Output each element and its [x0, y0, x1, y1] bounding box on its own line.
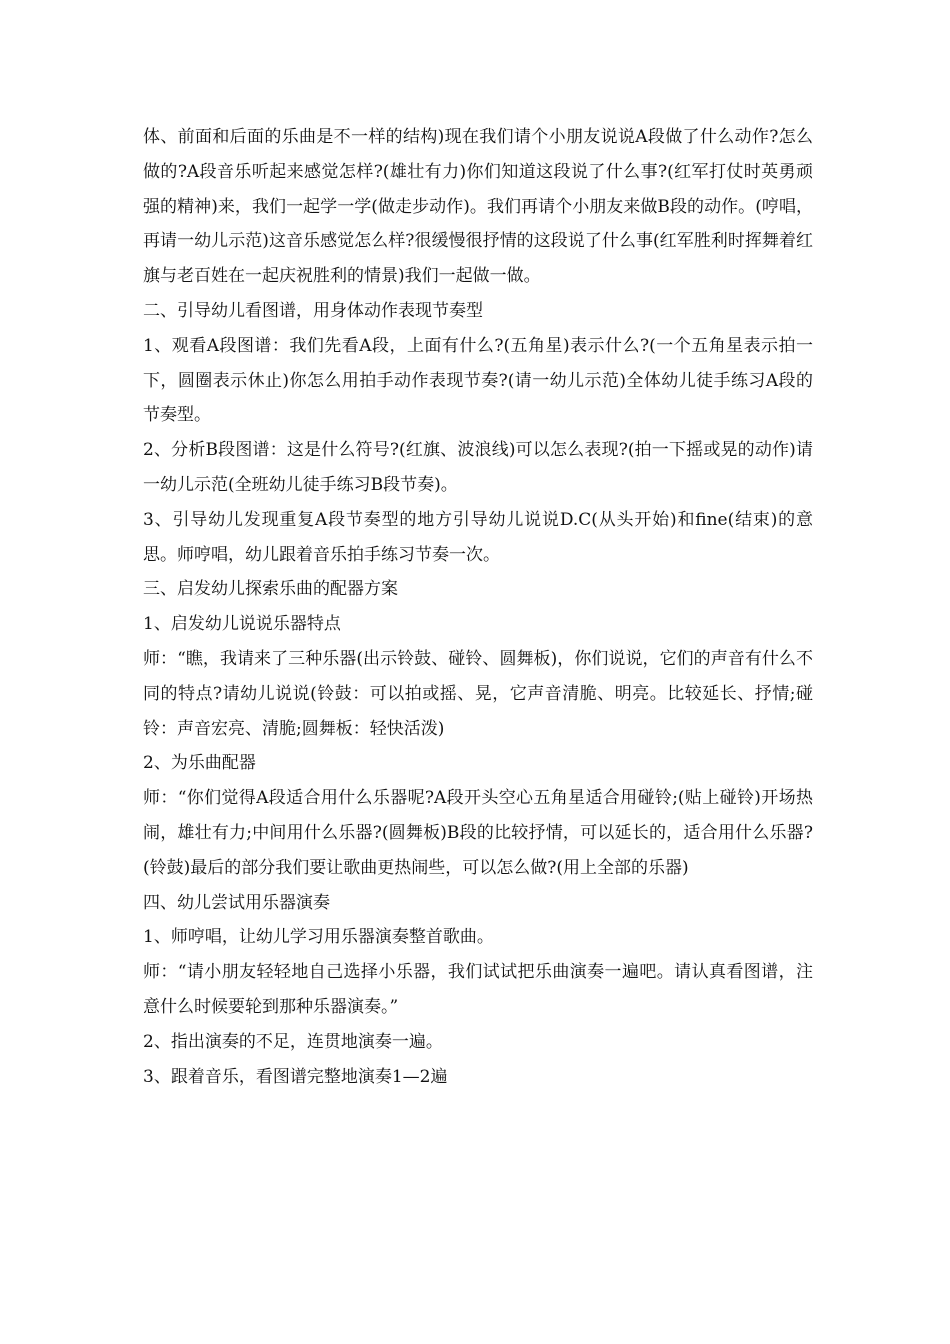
- paragraph-intro: 体、前面和后面的乐曲是不一样的结构)现在我们请个小朋友说说A段做了什么动作?怎么做的?A段音乐听起来感觉怎样?(雄壮有力)你们知道这段说了什么事?(红军打仗时英勇顽强的精神)来，我们一起学一学(做走步动作)。我们再请个小朋友来做B段的动作。(哼唱，再请一幼儿示范)这音乐感觉怎么样?很缓慢很抒情的这段说了什么事(红军胜利时挥舞着红旗与老百姓在一起庆祝胜利的情景)我们一起做一做。: [143, 127, 813, 287]
- paragraph-2-1: 1、观看A段图谱：我们先看A段，上面有什么?(五角星)表示什么?(一个五角星表示拍一下，圆圈表示休止)你怎么用拍手动作表现节奏?(请一幼儿示范)全体幼儿徒手练习A段的节奏型。: [143, 335, 813, 426]
- paragraph-4-1-body: 师：“请小朋友轻轻地自己选择小乐器，我们试试把乐曲演奏一遍吧。请认真看图谱，注意什么时候要轮到那种乐器演奏。”: [143, 962, 813, 1017]
- heading-section-4: 四、幼儿尝试用乐器演奏: [143, 892, 330, 913]
- paragraph-4-2: 2、指出演奏的不足，连贯地演奏一遍。: [143, 1031, 443, 1052]
- paragraph-2-2: 2、分析B段图谱：这是什么符号?(红旗、波浪线)可以怎么表现?(拍一下摇或晃的动作)请一幼儿示范(全班幼儿徒手练习B段节奏)。: [143, 440, 813, 495]
- document-page: [143, 120, 813, 1094]
- heading-section-3: 三、启发幼儿探索乐曲的配器方案: [143, 579, 398, 600]
- paragraph-3-1-body: 师：“瞧，我请来了三种乐器(出示铃鼓、碰铃、圆舞板)，你们说说，它们的声音有什么不同的特点?请幼儿说说(铃鼓：可以拍或摇、晃，它声音清脆、明亮。比较延长、抒情;碰铃：声音宏亮、清脆;圆舞板：轻快活泼): [143, 648, 813, 739]
- heading-section-2: 二、引导幼儿看图谱，用身体动作表现节奏型: [143, 300, 483, 321]
- paragraph-3-2-body: 师：“你们觉得A段适合用什么乐器呢?A段开头空心五角星适合用碰铃;(贴上碰铃)开场热闹，雄壮有力;中间用什么乐器?(圆舞板)B段的比较抒情，可以延长的，适合用什么乐器?(铃鼓)最后的部分我们要让歌曲更热闹些，可以怎么做?(用上全部的乐器): [143, 788, 813, 878]
- paragraph-4-3: 3、跟着音乐，看图谱完整地演奏1—2遍: [143, 1066, 448, 1087]
- paragraph-3-2-title: 2、为乐曲配器: [143, 753, 256, 774]
- paragraph-2-3: 3、引导幼儿发现重复A段节奏型的地方引导幼儿说说D.C(从头开始)和fine(结束)的意思。师哼唱，幼儿跟着音乐拍手练习节奏一次。: [143, 509, 813, 565]
- paragraph-3-1-title: 1、启发幼儿说说乐器特点: [143, 614, 341, 635]
- paragraph-4-1-title: 1、师哼唱，让幼儿学习用乐器演奏整首歌曲。: [143, 927, 494, 948]
